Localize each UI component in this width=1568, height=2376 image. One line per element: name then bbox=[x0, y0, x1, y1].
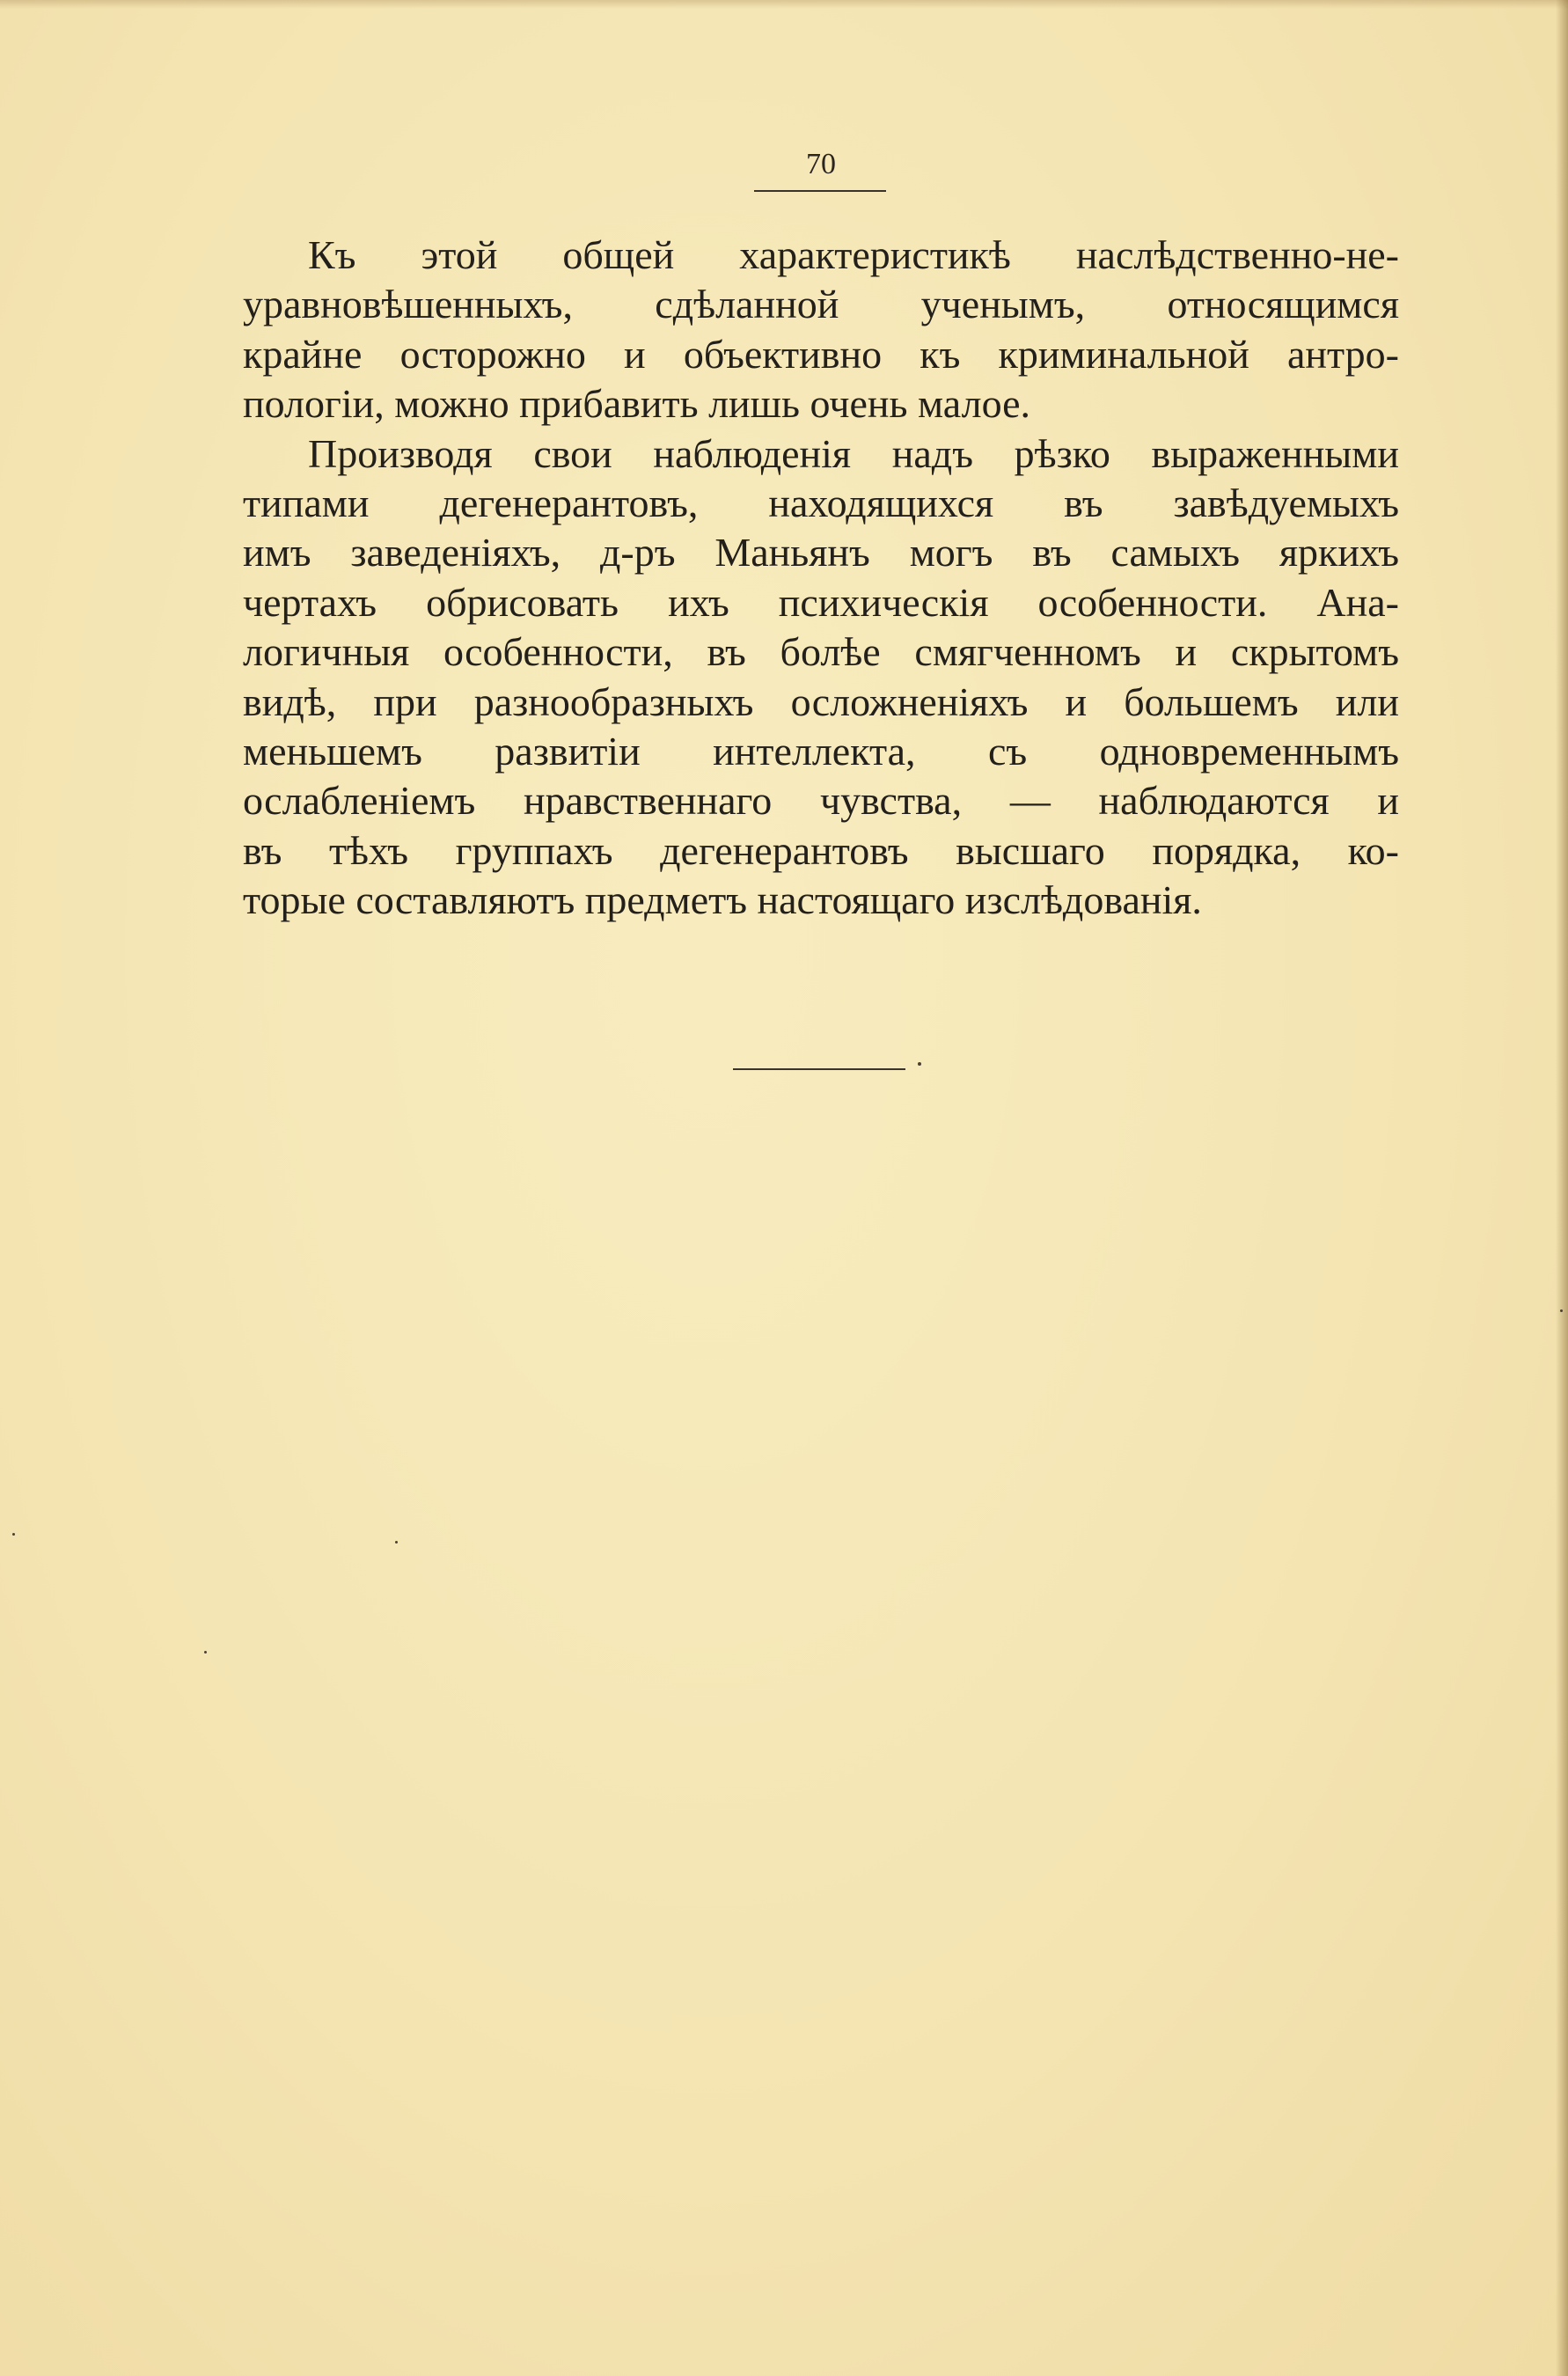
text-line: видѣ, при разнообразныхъ осложненіяхъ и большемъ или bbox=[243, 678, 1399, 724]
paper-speck bbox=[204, 1651, 207, 1654]
text-line: въ тѣхъ группахъ дегенерантовъ высшаго порядка, ко- bbox=[243, 827, 1399, 873]
text-line: торые составляютъ предметъ настоящаго изслѣдованія. bbox=[243, 877, 1202, 923]
section-end-rule bbox=[733, 1068, 905, 1070]
text-line: Къ этой общей характеристикѣ наслѣдственно-не- bbox=[308, 232, 1399, 277]
page-right-edge-shadow bbox=[1556, 0, 1568, 2376]
paper-speck bbox=[918, 1062, 921, 1066]
page-number-rule bbox=[754, 190, 886, 192]
text-line: крайне осторожно и объективно къ криминальной антро- bbox=[243, 331, 1399, 377]
text-line: имъ заведеніяхъ, д-ръ Маньянъ могъ въ самыхъ яркихъ bbox=[243, 530, 1399, 576]
body-text bbox=[243, 231, 1399, 926]
text-line: меньшемъ развитіи интеллекта, съ одновременнымъ bbox=[243, 729, 1399, 774]
page-number: 70 bbox=[806, 148, 836, 180]
text-line: логичныя особенности, въ болѣе смягченномъ и скрытомъ bbox=[243, 629, 1399, 675]
paper-speck bbox=[12, 1533, 15, 1536]
text-line: типами дегенерантовъ, находящихся въ завѣдуемыхъ bbox=[243, 480, 1399, 526]
text-line: уравновѣшенныхъ, сдѣланной ученымъ, относящимся bbox=[243, 282, 1399, 327]
paper-speck bbox=[395, 1541, 398, 1544]
text-line: пологіи, можно прибавить лишь очень малое. bbox=[243, 381, 1031, 427]
paragraph-2 bbox=[243, 429, 1399, 926]
text-line: ослабленіемъ нравственнаго чувства, — наблюдаются и bbox=[243, 778, 1399, 824]
paper-speck bbox=[1560, 1309, 1563, 1312]
page-top-shadow bbox=[0, 0, 1568, 9]
paragraph-1 bbox=[243, 231, 1399, 429]
text-line: чертахъ обрисовать ихъ психическія особенности. Ана- bbox=[243, 579, 1399, 625]
text-line: Производя свои наблюденія надъ рѣзко выраженными bbox=[308, 430, 1399, 476]
